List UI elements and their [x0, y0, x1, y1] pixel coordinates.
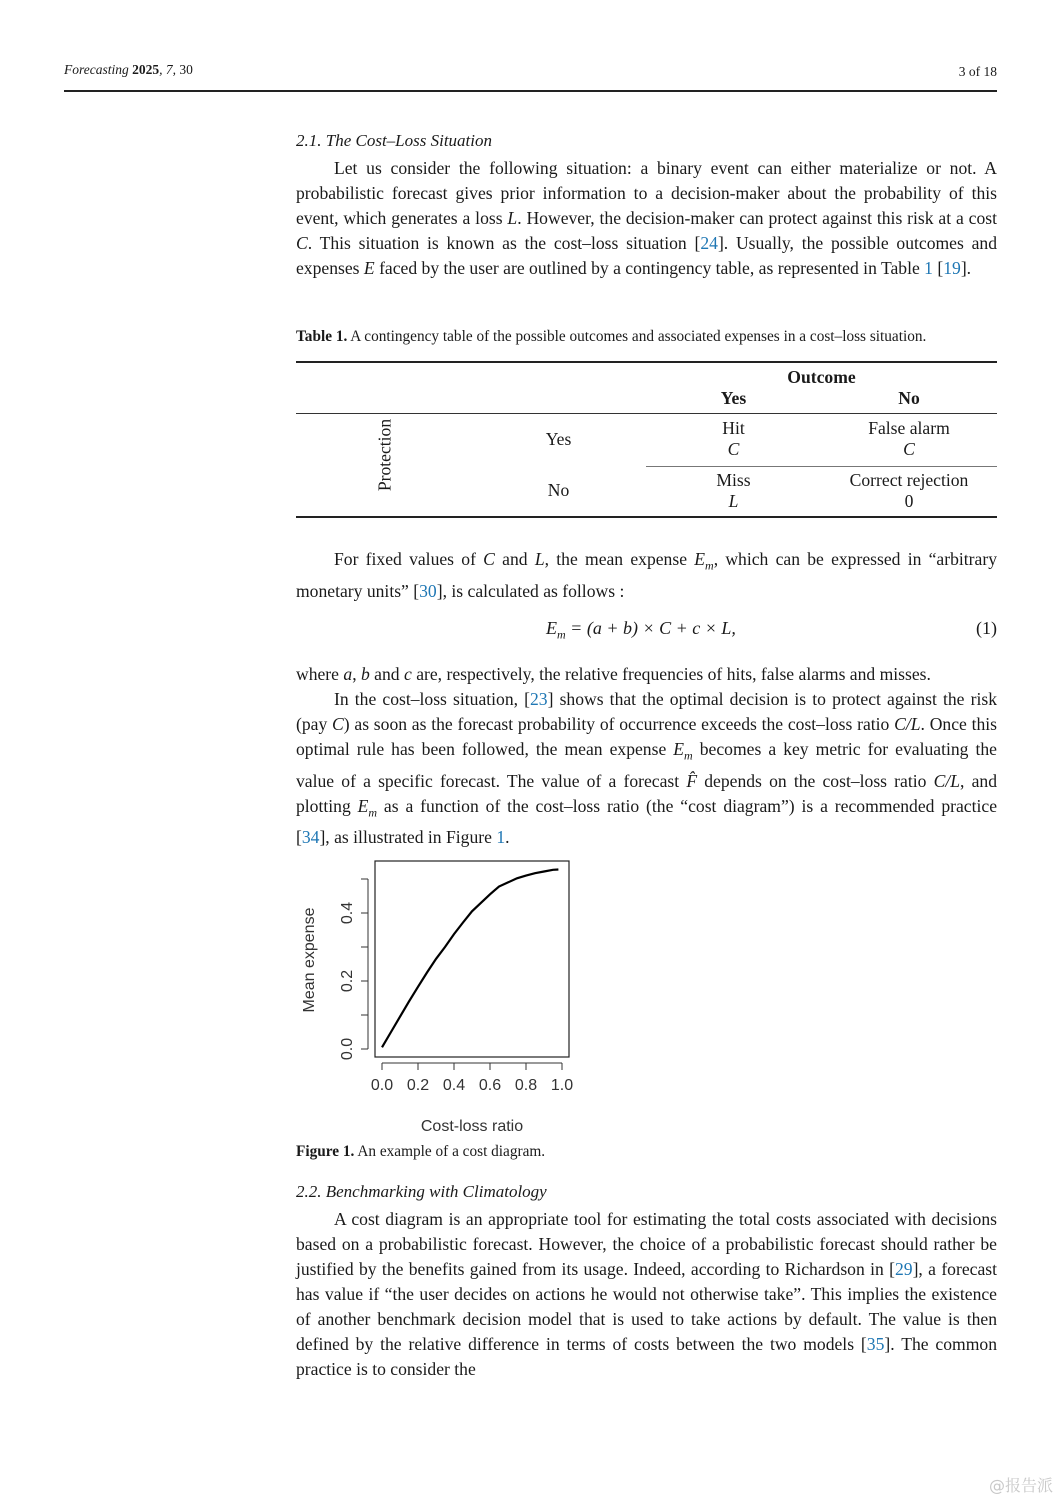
- cell-label: False alarm: [868, 418, 950, 438]
- cell-value: 0: [904, 491, 914, 511]
- text: , the mean expense: [544, 549, 695, 569]
- section-2-2: [296, 1179, 997, 1382]
- text: ], as illustrated in Figure: [319, 827, 497, 848]
- cell-label: Hit: [722, 418, 745, 438]
- plot-frame: [375, 861, 569, 1057]
- math-subscript: m: [368, 805, 378, 820]
- text: faced by the user are outlined by a contingency table, as represented in Table: [374, 258, 925, 278]
- row-header-no: No: [547, 480, 570, 500]
- citation-link[interactable]: 24: [700, 233, 718, 253]
- math-var: b: [360, 664, 370, 684]
- row-header-yes: Yes: [545, 429, 572, 449]
- cell-label: Miss: [716, 470, 751, 490]
- math-var: C: [332, 714, 344, 734]
- journal-year: 2025: [132, 62, 160, 77]
- math-var: L: [507, 208, 518, 228]
- text: are, respectively, the relative frequencies of hits, false alarms and misses.: [411, 664, 931, 684]
- text: ], is calculated as follows :: [436, 580, 625, 601]
- column-header-no: No: [898, 388, 920, 408]
- text: . This situation is known as the cost–loss situation [: [307, 233, 701, 253]
- journal-volume: 7: [165, 62, 173, 77]
- math-var: c: [403, 664, 412, 684]
- y-axis-label: Mean expense: [301, 907, 318, 1013]
- citation-link[interactable]: 34: [301, 827, 320, 848]
- journal-article: 30: [179, 62, 193, 77]
- x-tick-label: 0.0: [370, 1077, 394, 1094]
- text: .: [505, 827, 510, 848]
- paragraph: [296, 662, 997, 687]
- paragraph: [296, 1207, 997, 1382]
- cell-value: C: [727, 439, 740, 459]
- section-title: 2.2. Benchmarking with Climatology: [296, 1182, 547, 1201]
- cell-value: L: [728, 491, 739, 511]
- math-var: a: [343, 664, 353, 684]
- y-tick-label: 0.0: [339, 1037, 356, 1061]
- table-caption: [296, 328, 1001, 346]
- math-var-base: E: [357, 795, 369, 816]
- table-link[interactable]: 1: [924, 258, 933, 278]
- paragraph: [296, 156, 997, 281]
- x-axis-label: Cost-loss ratio: [420, 1118, 524, 1135]
- text: For fixed values of: [334, 549, 484, 569]
- text: depends on the cost–loss ratio: [697, 770, 934, 791]
- math-var: C/L: [894, 714, 921, 734]
- contingency-table: [296, 361, 997, 521]
- journal-citation: Forecasting 2025, 7, 30: [64, 62, 193, 77]
- paragraph-mean-expense: [296, 547, 997, 604]
- section-2-1: [296, 128, 997, 281]
- watermark: @报告派: [988, 1476, 1053, 1495]
- x-tick-label: 0.2: [406, 1077, 430, 1094]
- math-var: [694, 549, 714, 573]
- text: ]. The common practice is to consider the: [296, 1334, 997, 1379]
- math-var: F̂: [686, 770, 698, 791]
- text: , which can be expressed in “arbitrary monetary units” [: [296, 549, 997, 601]
- text: where: [296, 664, 344, 684]
- cell-false-alarm: [821, 418, 997, 460]
- text: A cost diagram is an appropriate tool for estimating the total costs associated with decisions based on a probabilistic forecast. However, the choice of a probabilistic forecast should rather be justified by the benefits gained from its usage. Indeed, according to Richardson in [: [296, 1209, 997, 1279]
- figure-caption: [296, 1143, 545, 1161]
- text: ) as soon as the forecast probability of occurrence exceeds the cost–loss ratio: [343, 714, 895, 734]
- citation-link[interactable]: 23: [530, 689, 548, 709]
- cell-label: Correct rejection: [849, 470, 969, 490]
- figure-label: Figure 1.: [296, 1143, 355, 1160]
- column-header-yes: Yes: [720, 388, 747, 408]
- text: ], a forecast has value if “the user decides on actions he would not otherwise take”. This implies the existence of another benchmark decision model that is used to take actions by default. The value is then defined by the relative difference in terms of costs between the two models [: [296, 1259, 997, 1354]
- text: as a function of the cost–loss ratio (the “cost diagram”) is a recommended practice [: [296, 795, 997, 848]
- y-tick-label: 0.2: [339, 969, 356, 993]
- text: ,: [352, 664, 361, 684]
- x-axis: [382, 1063, 562, 1070]
- text: In the cost–loss situation, [: [334, 689, 530, 709]
- citation-link[interactable]: 35: [866, 1334, 885, 1354]
- text: , and plotting: [296, 770, 998, 816]
- text: ].: [960, 258, 972, 278]
- math-var: [673, 739, 693, 763]
- text: Let us consider the following situation: a binary event can either materialize or not. A probabilistic forecast gives prior information to a decision-maker about the probability of this event, which generates a loss: [296, 158, 997, 228]
- header-rule: [64, 90, 997, 92]
- x-tick-label: 0.8: [514, 1077, 538, 1094]
- cell-hit: [646, 418, 821, 460]
- y-tick-label: 0.4: [339, 901, 356, 925]
- text: [: [932, 258, 944, 278]
- equation-body: [546, 618, 736, 643]
- column-group-header: Outcome: [787, 367, 856, 387]
- cell-value: C: [903, 439, 915, 459]
- table-top-rule: [296, 361, 997, 363]
- journal-name: Forecasting: [64, 62, 129, 77]
- text: . Once this optimal rule has been followed, the mean expense: [296, 714, 997, 759]
- math-var: L: [534, 549, 545, 569]
- math-var: C: [296, 233, 308, 253]
- math-var: [357, 795, 378, 820]
- row-group-header: Protection: [374, 418, 395, 492]
- citation-link[interactable]: 30: [419, 580, 437, 601]
- equation-number: (1): [976, 618, 997, 638]
- table-inner-rule: [646, 466, 997, 467]
- table-caption-text: A contingency table of the possible outcomes and associated expenses in a cost–loss situation.: [347, 328, 927, 345]
- x-tick-label: 0.6: [478, 1077, 502, 1094]
- y-axis: [361, 879, 368, 1049]
- math-var: C: [483, 549, 495, 569]
- chart-svg: [296, 850, 596, 1140]
- math-var: C/L: [933, 770, 961, 791]
- y-tick-labels: [339, 902, 356, 1060]
- paragraph: [296, 547, 997, 604]
- cost-diagram-chart: [296, 850, 596, 1140]
- math-var-base: E: [673, 739, 685, 759]
- math-subscript: m: [705, 558, 714, 573]
- table-mid-rule: [296, 413, 997, 414]
- equation-subscript: m: [557, 627, 566, 642]
- figure-caption-text: An example of a cost diagram.: [354, 1143, 546, 1160]
- equation-lhs: E: [546, 618, 557, 638]
- citation-link[interactable]: 19: [943, 258, 961, 278]
- x-tick-label: 0.4: [442, 1077, 466, 1094]
- text: and: [494, 549, 535, 569]
- figure-link[interactable]: 1: [496, 827, 506, 848]
- cell-miss: [646, 470, 821, 512]
- paragraph-block-2: [296, 662, 997, 850]
- text: . However, the decision-maker can protect against this risk at a cost: [517, 208, 997, 228]
- text: ] shows that the optimal decision is to protect against the risk (pay: [296, 689, 997, 734]
- math-var-base: E: [694, 549, 706, 569]
- citation-link[interactable]: 29: [894, 1259, 913, 1279]
- text: ]. Usually, the possible outcomes and expenses: [296, 233, 997, 278]
- mean-expense-line: [382, 870, 558, 1048]
- x-tick-labels: [371, 1077, 573, 1094]
- section-title: 2.1. The Cost–Loss Situation: [296, 131, 493, 150]
- math-subscript: m: [684, 748, 693, 763]
- page-number: 3 of 18: [958, 64, 997, 79]
- paragraph: [296, 687, 997, 850]
- text: and: [369, 664, 404, 684]
- table-label: Table 1.: [296, 328, 348, 345]
- cell-correct-rejection: [821, 470, 997, 512]
- math-var: E: [363, 258, 375, 278]
- text: becomes a key metric for evaluating the value of a specific forecast. The value of a forecast: [296, 739, 997, 791]
- equation-rhs: = (a + b) × C + c × L,: [565, 618, 736, 638]
- table-bottom-rule: [296, 516, 997, 518]
- x-tick-label: 1.0: [550, 1077, 574, 1094]
